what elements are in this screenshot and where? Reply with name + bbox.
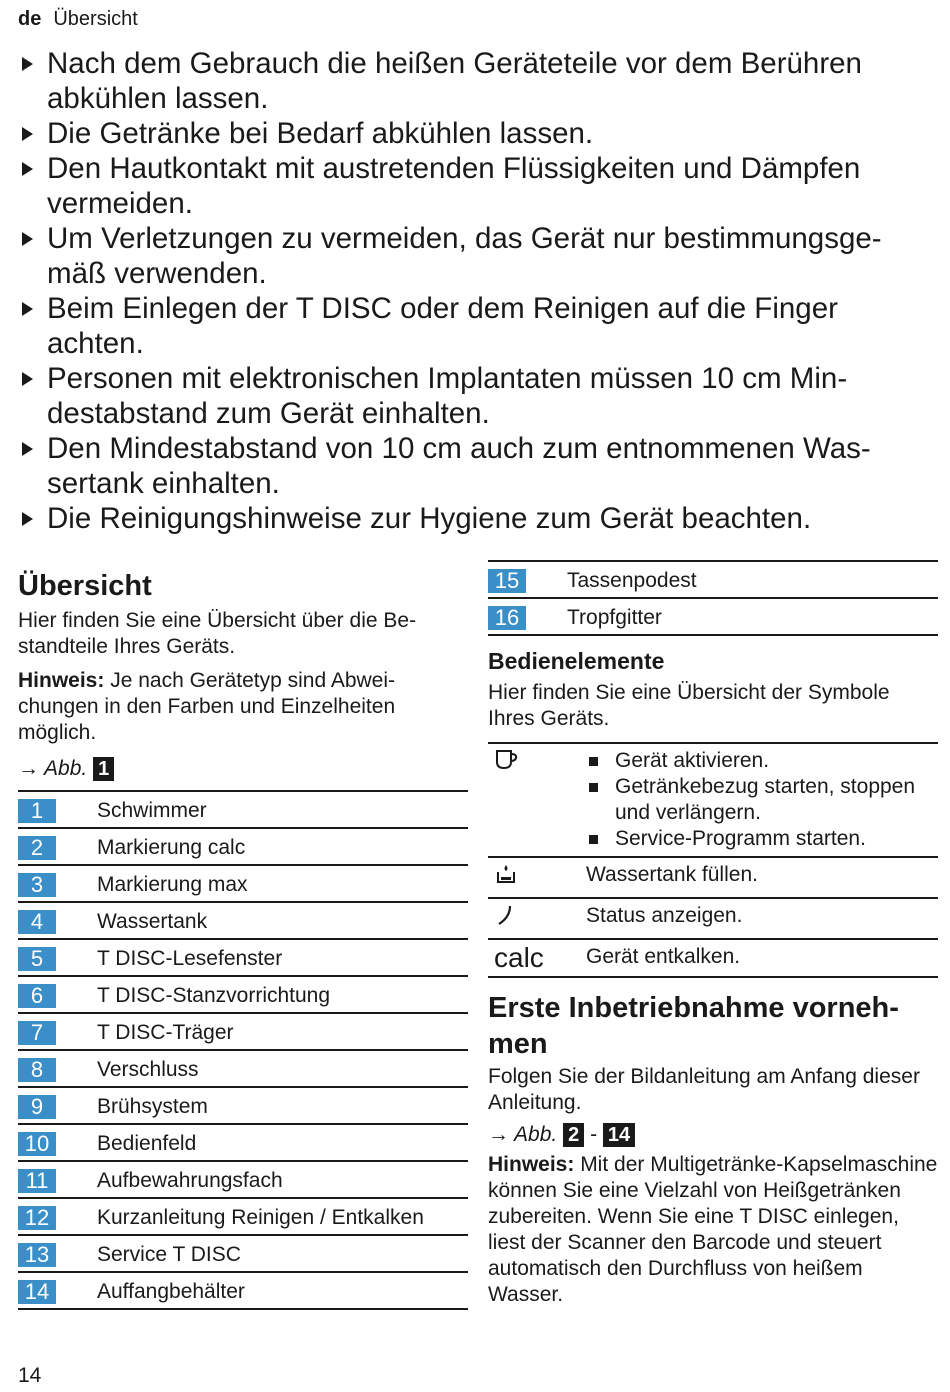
part-number-badge: 13: [18, 1243, 56, 1267]
parts-table: [18, 790, 468, 1310]
table-row: [18, 1014, 468, 1051]
table-row: [18, 866, 468, 903]
part-label: Markierung calc: [97, 836, 246, 859]
figure-reference-prefix: → Abb.: [488, 1123, 558, 1146]
figure-reference: [488, 1122, 938, 1148]
part-label: T DISC-Träger: [97, 1021, 234, 1044]
part-label: Auffangbehälter: [97, 1280, 245, 1303]
figure-reference-prefix: → Abb.: [18, 757, 88, 780]
table-row: [18, 1273, 468, 1310]
table-row: [18, 829, 468, 866]
part-number-badge: 14: [18, 1280, 56, 1304]
part-label: Verschluss: [97, 1058, 199, 1081]
controls-table: [488, 742, 938, 978]
safety-bullet: Die Reinigungshinweise zur Hygiene zum Gerät beachten.: [18, 501, 928, 536]
cup-icon: [488, 748, 586, 852]
right-column: [488, 560, 938, 1308]
part-number-badge: 16: [488, 606, 526, 630]
table-row: [18, 940, 468, 977]
water-tank-icon: [488, 862, 586, 893]
table-row: [18, 1125, 468, 1162]
table-row: [18, 792, 468, 829]
part-number-badge: 10: [18, 1132, 56, 1156]
list-item: Getränkebezug starten, stoppen und verlängern.: [586, 774, 938, 826]
part-number-badge: 15: [488, 569, 526, 593]
table-row: [488, 858, 938, 899]
part-label: Kurzanleitung Reinigen / Entkalken: [97, 1206, 424, 1229]
table-row: [488, 940, 938, 978]
part-label: T DISC-Lesefenster: [97, 947, 283, 970]
note-text: Mit der Multigetränke-Kapselmaschine können Sie eine Vielzahl von Heißgetränken zubereiten. Wenn Sie eine T DISC einlegen, liest der Scanner den Barcode und steuert automatisch den Durchfluss von heißem Wasser.: [488, 1153, 938, 1306]
note-text: Je nach Gerätetyp sind Abweichungen in den Farben und Einzelheiten möglich.: [18, 669, 396, 744]
part-number-badge: 4: [18, 910, 56, 934]
table-row: [18, 1162, 468, 1199]
control-description: Wassertank füllen.: [586, 863, 758, 886]
header-title: Übersicht: [53, 8, 138, 30]
status-curve-icon: [488, 903, 586, 934]
table-row: [18, 977, 468, 1014]
language-code: de: [18, 8, 42, 30]
table-row: [488, 744, 938, 858]
table-row: [18, 1236, 468, 1273]
part-number-badge: 8: [18, 1058, 56, 1082]
parts-table-continued: [488, 560, 938, 636]
part-number-badge: 1: [18, 799, 56, 823]
part-label: Wassertank: [97, 910, 208, 933]
part-label: Markierung max: [97, 873, 248, 896]
figure-reference: [18, 756, 468, 782]
part-number-badge: 11: [18, 1169, 56, 1193]
page-header: [18, 8, 138, 31]
controls-heading: Bedienelemente: [488, 648, 665, 674]
part-label: Brühsystem: [97, 1095, 208, 1118]
table-row: [488, 899, 938, 940]
table-row: [18, 903, 468, 940]
part-number-badge: 2: [18, 836, 56, 860]
first-use-heading: Erste Inbetriebnahme vornehmen: [488, 992, 899, 1060]
control-action-list: [586, 748, 938, 852]
part-number-badge: 9: [18, 1095, 56, 1119]
overview-intro: Hier finden Sie eine Übersicht über die Bestandteile Ihres Geräts.: [18, 609, 417, 658]
safety-bullet: Den Hautkontakt mit austretenden Flüssigkeiten und Dämpfen vermeiden.: [18, 151, 928, 221]
part-label: Service T DISC: [97, 1243, 241, 1266]
list-item: Service-Programm starten.: [586, 826, 938, 852]
control-description: Status anzeigen.: [586, 904, 743, 927]
safety-bullet-list: [18, 46, 928, 536]
part-label: T DISC-Stanzvorrichtung: [97, 984, 331, 1007]
table-row: [18, 1199, 468, 1236]
safety-bullet: Um Verletzungen zu vermeiden, das Gerät nur bestimmungsgemäß verwenden.: [18, 221, 928, 291]
table-row: [488, 599, 938, 636]
part-label: Aufbewahrungsfach: [97, 1169, 283, 1192]
safety-bullet: Personen mit elektronischen Implantaten müssen 10 cm Mindestabstand zum Gerät einhalten.: [18, 361, 928, 431]
table-row: [488, 562, 938, 599]
safety-bullet: Beim Einlegen der T DISC oder dem Reinigen auf die Finger achten.: [18, 291, 928, 361]
part-number-badge: 3: [18, 873, 56, 897]
part-number-badge: 6: [18, 984, 56, 1008]
figure-number-badge: 1: [93, 757, 114, 781]
note-label: Hinweis:: [488, 1153, 575, 1176]
overview-heading: Übersicht: [18, 570, 152, 602]
part-label: Tropfgitter: [567, 606, 662, 629]
overview-section: [18, 568, 468, 1310]
first-use-intro: Folgen Sie der Bildanleitung am Anfang dieser Anleitung.: [488, 1065, 920, 1114]
overview-note: [18, 668, 468, 746]
table-row: [18, 1088, 468, 1125]
safety-bullet: Die Getränke bei Bedarf abkühlen lassen.: [18, 116, 928, 151]
controls-intro: Hier finden Sie eine Übersicht der Symbole Ihres Geräts.: [488, 681, 890, 730]
part-label: Schwimmer: [97, 799, 207, 822]
control-description: Gerät entkalken.: [586, 945, 741, 968]
list-item: Gerät aktivieren.: [586, 748, 938, 774]
table-row: [18, 1051, 468, 1088]
part-number-badge: 7: [18, 1021, 56, 1045]
note-label: Hinweis:: [18, 669, 105, 692]
figure-number-badge: 2: [563, 1123, 584, 1147]
part-label: Tassenpodest: [567, 569, 697, 592]
part-number-badge: 12: [18, 1206, 56, 1230]
page-number: 14: [18, 1364, 42, 1387]
first-use-note: [488, 1152, 938, 1308]
figure-range-separator: -: [590, 1123, 598, 1146]
part-number-badge: 5: [18, 947, 56, 971]
safety-bullet: Den Mindestabstand von 10 cm auch zum entnommenen Wassertank einhalten.: [18, 431, 928, 501]
part-label: Bedienfeld: [97, 1132, 197, 1155]
safety-bullet: Nach dem Gebrauch die heißen Geräteteile vor dem Berühren abkühlen lassen.: [18, 46, 928, 116]
calc-symbol: calc: [494, 942, 544, 973]
figure-number-badge: 14: [603, 1123, 635, 1147]
